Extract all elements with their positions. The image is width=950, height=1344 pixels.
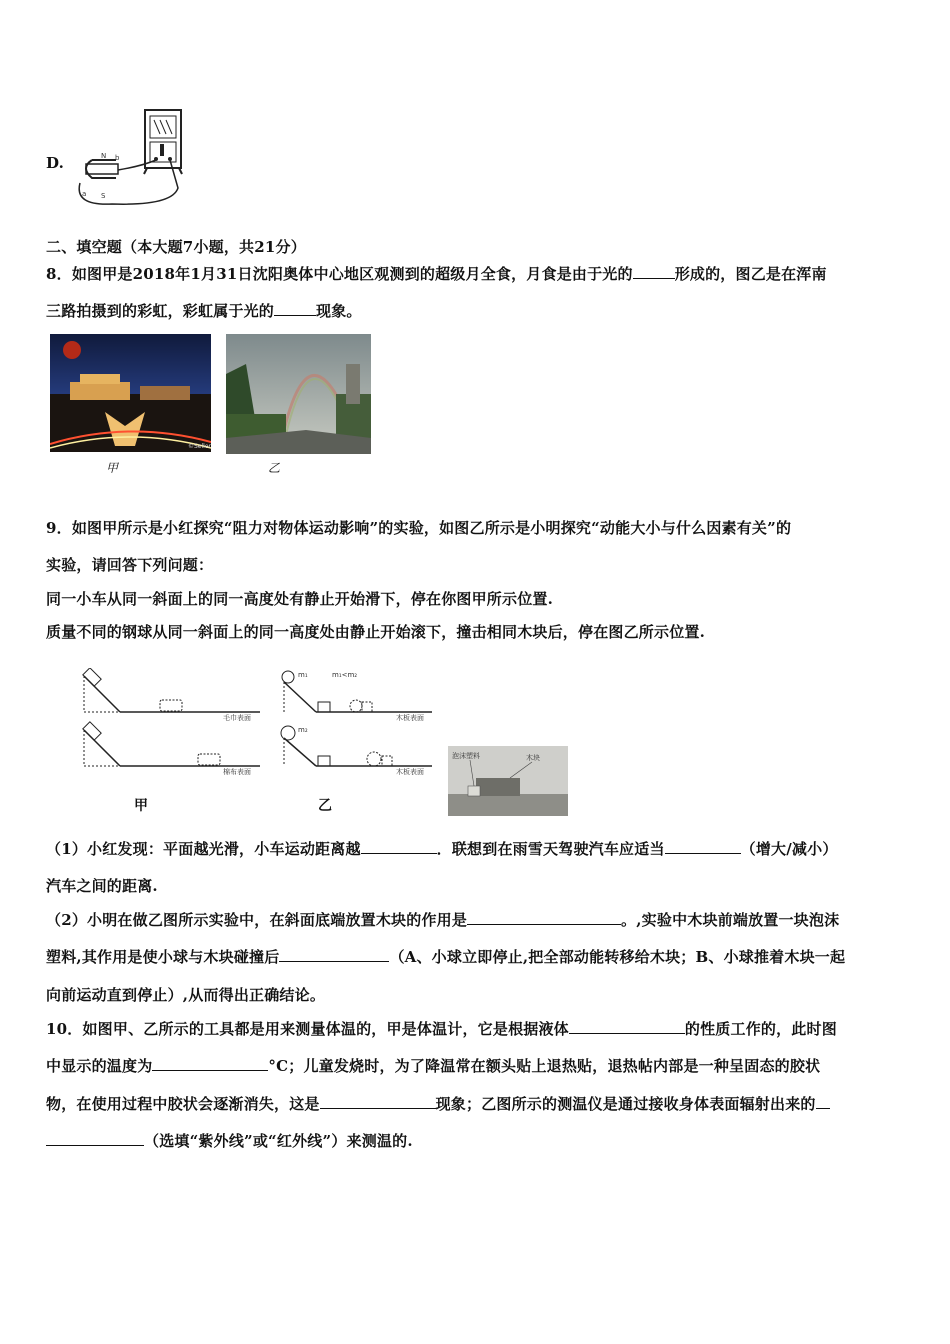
q9-blank-2[interactable] bbox=[665, 839, 741, 854]
rainbow-photo bbox=[226, 334, 371, 454]
q10-line2-a: 中显示的温度为 bbox=[46, 1057, 153, 1075]
q10-line4 bbox=[46, 1130, 413, 1151]
foam-block-photo bbox=[448, 746, 568, 816]
q9-caption-b: 乙 bbox=[318, 798, 332, 814]
q8-line1-tail: 形成的，图乙是在浑南 bbox=[674, 265, 827, 283]
mass-m2-label: m₂ bbox=[298, 726, 308, 734]
q9-line4: 质量不同的钢球从同一斜面上的同一高度处由静止开始滚下，撞击相同木块后，停在图乙所示位置. bbox=[46, 623, 706, 641]
mass-m1-label: m₁ bbox=[298, 671, 308, 679]
option-d-label: D. bbox=[46, 154, 65, 172]
magnet-n-label: N bbox=[101, 152, 107, 160]
q9-caption-a: 甲 bbox=[134, 798, 148, 814]
q9-sub1-c: （增大/减小） bbox=[740, 840, 838, 858]
q10-line3-a: 物，在使用过程中胶状会逐渐消失，这是 bbox=[46, 1095, 320, 1113]
surface-board-label-1: 木板表面 bbox=[396, 714, 424, 722]
q9-sub1 bbox=[46, 838, 838, 859]
q9-sub2 bbox=[46, 909, 839, 930]
surface-cotton-label: 棉布表面 bbox=[223, 768, 251, 776]
q10-blank-1[interactable] bbox=[569, 1019, 685, 1034]
cart-incline-figure bbox=[78, 668, 268, 778]
q10-blank-3[interactable] bbox=[320, 1094, 436, 1109]
q10-blank-2[interactable] bbox=[152, 1056, 268, 1071]
magnet-s-label: S bbox=[101, 192, 106, 200]
q10-line1-a: 10．如图甲、乙所示的工具都是用来测量体温的，甲是体温计，它是根据液体 bbox=[46, 1020, 569, 1038]
q9-line2: 实验，请回答下列问题： bbox=[46, 556, 214, 574]
q10-line2 bbox=[46, 1055, 820, 1076]
photo-foam-label: 泡沫塑料 bbox=[452, 752, 480, 760]
q10-line1 bbox=[46, 1018, 837, 1039]
q9-sub2-line2-b: （A、小球立即停止,把全部动能转移给木块；B、小球推着木块一起 bbox=[389, 948, 846, 966]
section-heading: 二、填空题（本大题7小题，共21分） bbox=[46, 238, 306, 256]
q9-sub2-line2-a: 塑料,其作用是使小球与木块碰撞后 bbox=[46, 948, 280, 966]
surface-board-label-2: 木板表面 bbox=[396, 768, 424, 776]
surface-towel-label: 毛巾表面 bbox=[223, 714, 251, 722]
q10-line3-b: 现象；乙图所示的测温仪是通过接收身体表面辐射出来的 bbox=[435, 1095, 816, 1113]
q9-blank-4[interactable] bbox=[279, 947, 389, 962]
q8-blank-1[interactable] bbox=[633, 264, 675, 279]
photo-watermark: ©Seller bbox=[188, 443, 211, 450]
q8-line1-text: 8．如图甲是2018年1月31日沈阳奥体中心地区观测到的超级月全食，月食是由于光的 bbox=[46, 265, 633, 283]
q9-sub1-a: （1）小红发现：平面越光滑，小车运动距离越 bbox=[46, 840, 361, 858]
q10-line4-text: （选填“紫外线”或“红外线”）来测温的. bbox=[144, 1132, 413, 1150]
q8-line2 bbox=[46, 300, 362, 321]
q9-sub2-b: 。,实验中木块前端放置一块泡沫 bbox=[621, 911, 840, 929]
eclipse-photo bbox=[50, 334, 211, 452]
mass-compare-label: m₁<m₂ bbox=[332, 671, 358, 679]
q10-blank-4a[interactable] bbox=[816, 1094, 830, 1109]
q9-line1: 9．如图甲所示是小红探究“阻力对物体运动影响”的实验，如图乙所示是小明探究“动能大小与什么因素有关”的 bbox=[46, 519, 792, 537]
q10-blank-4b[interactable] bbox=[46, 1131, 144, 1146]
coil-b-label: b bbox=[115, 154, 120, 162]
q9-line3: 同一小车从同一斜面上的同一高度处有静止开始滑下，停在你图甲所示位置. bbox=[46, 590, 554, 608]
q8-line1 bbox=[46, 263, 827, 284]
ball-incline-figure bbox=[276, 668, 436, 778]
photo-block-label: 木块 bbox=[526, 754, 540, 762]
q10-line3 bbox=[46, 1093, 830, 1114]
q10-line1-b: 的性质工作的，此时图 bbox=[684, 1020, 837, 1038]
q9-sub2-a: （2）小明在做乙图所示实验中，在斜面底端放置木块的作用是 bbox=[46, 911, 468, 929]
generator-diagram bbox=[72, 108, 190, 208]
q8-caption-b: 乙 bbox=[268, 461, 281, 475]
q10-line2-b: °C；儿童发烧时，为了降温常在额头贴上退热贴，退热帖内部是一种呈固态的胶状 bbox=[268, 1057, 821, 1075]
q8-caption-a: 甲 bbox=[106, 461, 119, 475]
q9-sub1-b: ．联想到在雨雪天驾驶汽车应适当 bbox=[436, 840, 665, 858]
q9-sub1-line2: 汽车之间的距离. bbox=[46, 877, 158, 895]
q9-blank-3[interactable] bbox=[467, 910, 621, 925]
coil-a-label: a bbox=[82, 190, 87, 198]
q9-blank-1[interactable] bbox=[361, 839, 437, 854]
q9-sub2-line2 bbox=[46, 946, 845, 967]
q9-sub2-line3: 向前运动直到停止）,从而得出正确结论。 bbox=[46, 986, 326, 1004]
q8-blank-2[interactable] bbox=[274, 301, 316, 316]
q8-line2-tail: 现象。 bbox=[316, 302, 362, 320]
q8-line2-head: 三路拍摄到的彩虹，彩虹属于光的 bbox=[46, 302, 275, 320]
